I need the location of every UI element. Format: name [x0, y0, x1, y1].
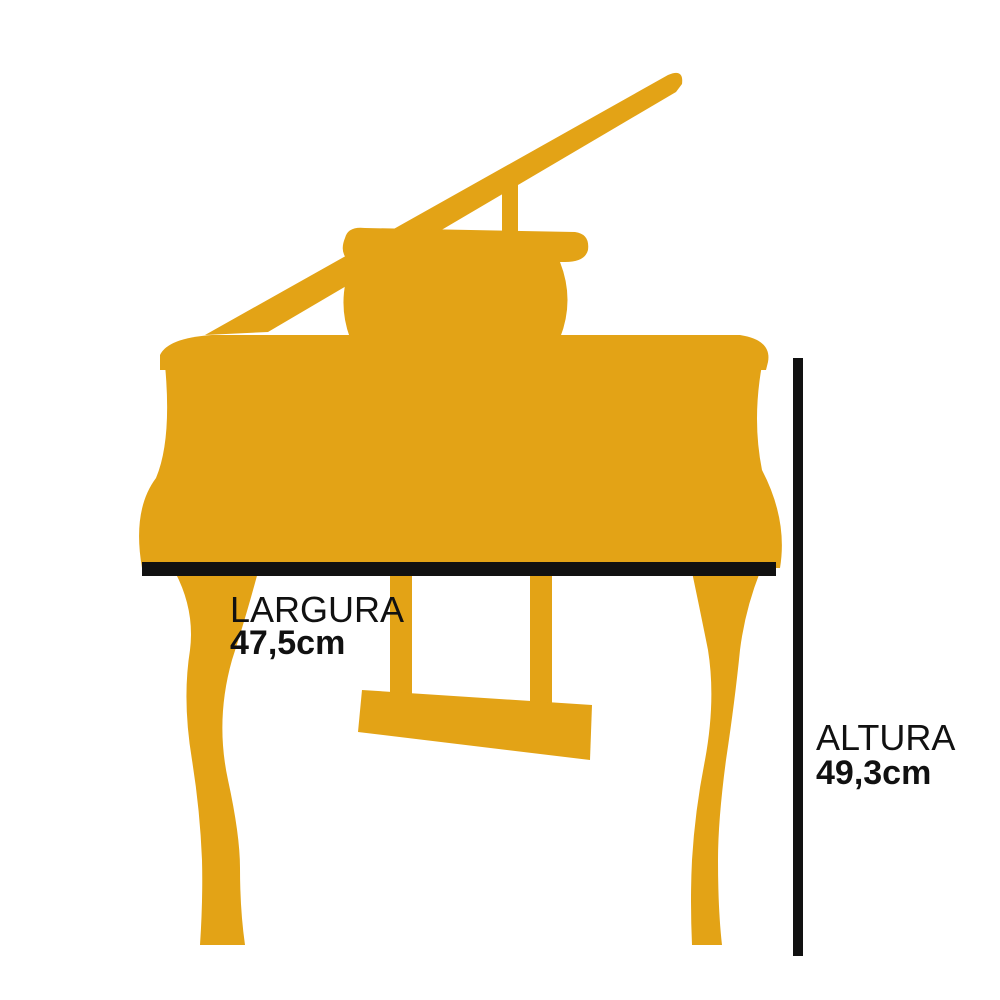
piano-leg-right	[691, 572, 760, 945]
width-value: 47,5cm	[230, 624, 346, 662]
height-measure-line	[793, 358, 803, 956]
piano-top-rim	[160, 335, 768, 370]
pedal-board	[358, 690, 592, 760]
width-measure-line	[142, 562, 776, 576]
music-stand	[343, 228, 589, 338]
pedal-lyre-rod-right	[530, 572, 552, 704]
width-label: LARGURA	[230, 589, 405, 630]
piano-body-group	[139, 73, 782, 945]
piano-case	[139, 365, 782, 568]
height-label: ALTURA	[816, 717, 956, 758]
height-value: 49,3cm	[816, 754, 932, 792]
